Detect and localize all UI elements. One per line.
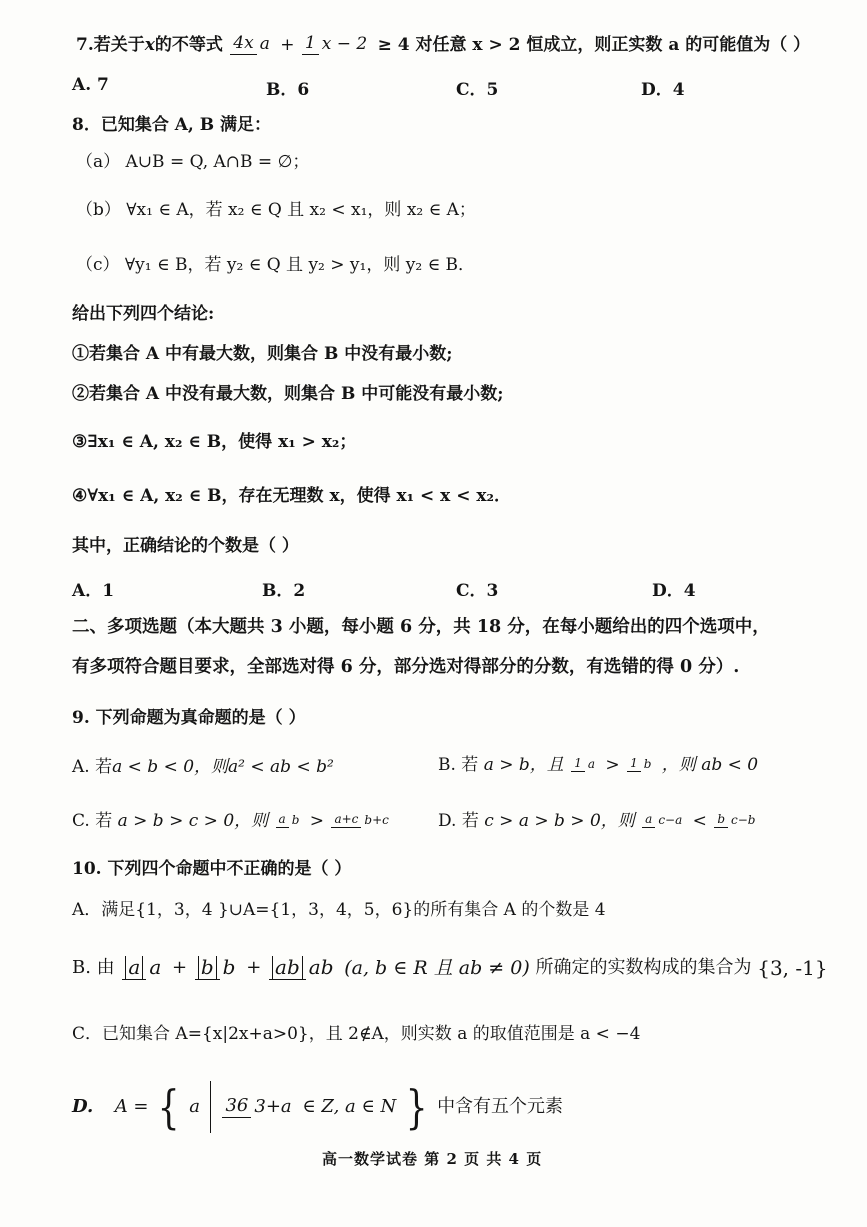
q9-stem: 9. 下列命题为真命题的是（ ）: [72, 708, 306, 728]
q8-conclusion-4: ④∀x₁ ∈ A, x₂ ∈ B，存在无理数 x，使得 x₁ < x < x₂．: [72, 486, 511, 506]
q8-option-b: B．2: [262, 581, 306, 601]
q10-option-a: A．满足{1，3，4 }∪A={1，3，4，5，6}的所有集合 A 的个数是 4: [72, 900, 606, 920]
q7-fraction-1: 4x a: [230, 34, 273, 55]
section-2-line-2: 有多项符合题目要求，全部选对得 6 分，部分选对得部分的分数，有选错的得 0 分）.: [72, 657, 740, 677]
q10-option-b: B. 由 a a + b b + ab ab (a, b ∈ R 且 ab ≠ 0) 所确定的实数构成的集合为 {3, -1}: [72, 955, 828, 980]
q10-option-c: C．已知集合 A={x|2x+a>0}，且 2∉A，则实数 a 的取值范围是 a < −4: [72, 1024, 641, 1044]
q10-option-d: D. A = { a 36 3+a ∈ Z, a ∈ N } 中含有五个元素: [72, 1080, 564, 1134]
q10-stem: 10. 下列四个命题中不正确的是（ ）: [72, 859, 352, 879]
q7-option-b: B．6: [266, 80, 310, 100]
q8-conclusion-1: ①若集合 A 中有最大数，则集合 B 中没有最小数;: [72, 344, 453, 364]
q8-condition-b: （b） ∀x₁ ∈ A，若 x₂ ∈ Q 且 x₂ < x₁，则 x₂ ∈ A；: [76, 200, 476, 220]
q7-option-a: A. 7: [72, 75, 109, 95]
q8-conclusion-3: ③∃x₁ ∈ A, x₂ ∈ B，使得 x₁ > x₂；: [72, 432, 357, 452]
page-footer: 高一数学试卷 第 2 页 共 4 页: [322, 1150, 543, 1168]
q7-option-c: C．5: [456, 80, 499, 100]
q8-stem: 8．已知集合 A, B 满足：: [72, 115, 272, 135]
q8-condition-a: （a） A∪B = Q, A∩B = ∅；: [76, 152, 310, 172]
q8-option-a: A．1: [72, 581, 115, 601]
q8-conclusion-2: ②若集合 A 中没有最大数，则集合 B 中可能没有最小数;: [72, 384, 504, 404]
q8-option-d: D．4: [652, 581, 696, 601]
q8-ask: 其中，正确结论的个数是（ ）: [72, 536, 299, 556]
q7-fraction-2: 1 x − 2: [302, 34, 370, 55]
q8-intro: 给出下列四个结论:: [72, 304, 215, 324]
q9-option-b: B. 若 a > b，且 1 a > 1 b ，则 ab < 0: [438, 754, 759, 775]
q7-option-d: D．4: [641, 80, 685, 100]
section-2-line-1: 二、多项选题（本大题共 3 小题，每小题 6 分，共 18 分，在每小题给出的四个选项中，: [72, 617, 770, 637]
q9-option-c: C. 若 a > b > c > 0，则 a b > a+c b+c: [72, 810, 389, 831]
q9-option-a: A. 若a < b < 0，则a² < ab < b²: [72, 756, 334, 777]
q8-option-c: C．3: [456, 581, 499, 601]
q9-option-d: D. 若 c > a > b > 0，则 a c−a < b c−b: [438, 810, 756, 831]
q7-stem: 7.若关于x的不等式 4x a + 1 x − 2 ≥ 4 对任意 x > 2 恒成立，则正实数 a 的可能值为（ ）: [76, 33, 811, 55]
q8-condition-c: （c） ∀y₁ ∈ B，若 y₂ ∈ Q 且 y₂ > y₁，则 y₂ ∈ B．: [76, 255, 476, 275]
